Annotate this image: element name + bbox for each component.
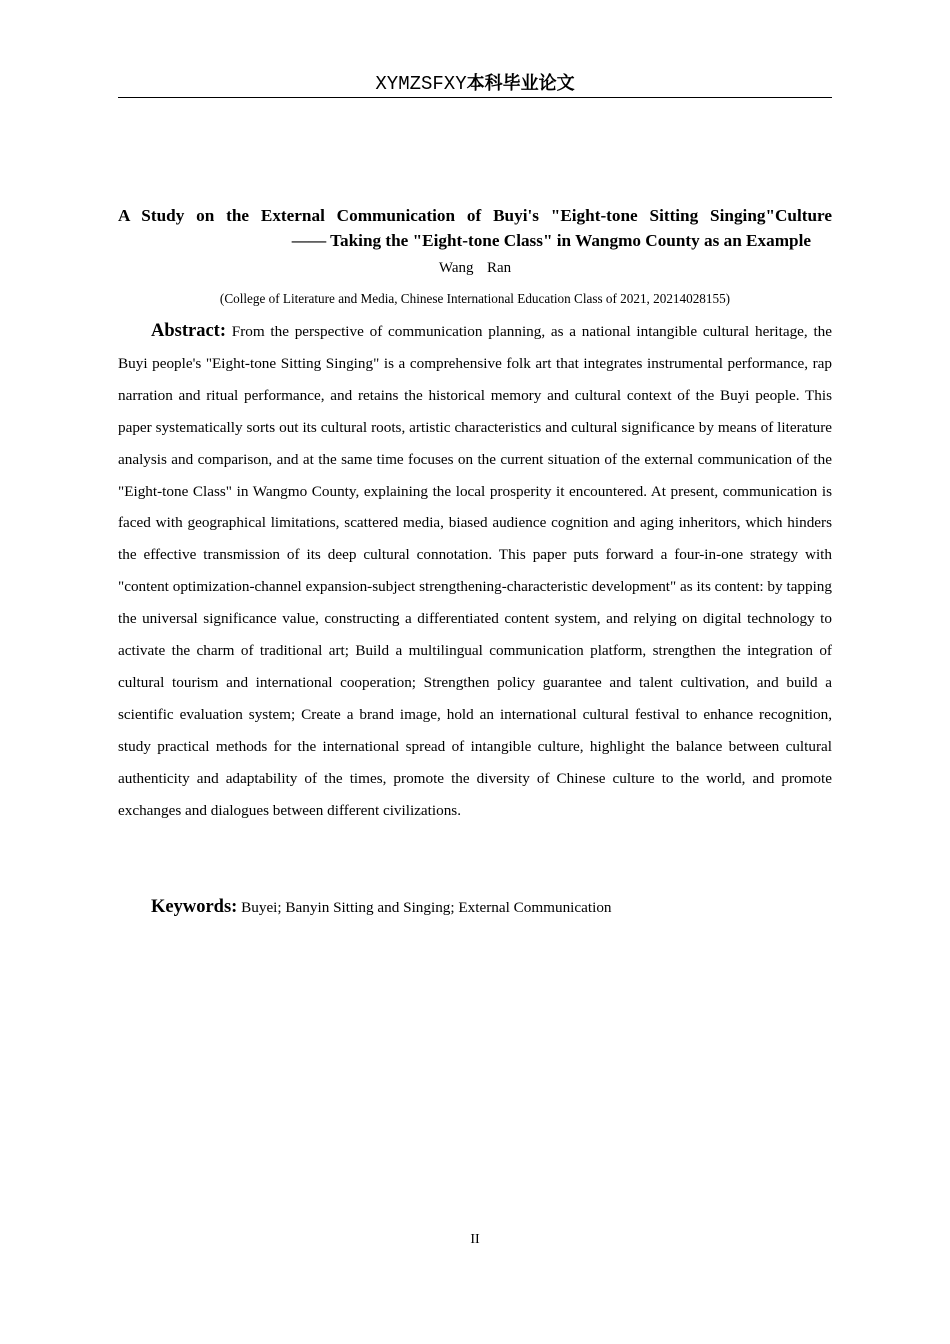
abstract-text: From the perspective of communication planning, as a national intangible cultural heritage, the Buyi people's "Eight-tone Sitting Singing" is a comprehensive folk art that integrates instrumental performance, rap narration and ritual performance, and retains the historical memory and cultural context of the Buyi people. This paper systematically sorts out its cultural roots, artistic characteristics and cultural significance by means of literature analysis and comparison, and at the same time focuses on the current situation of the external communication of the "Eight-tone Class" in Wangmo County, explaining the local prosperity it encountered. At present, communication is faced with geographical limitations, scattered media, biased audience cognition and aging inheritors, which hinders the effective transmission of its deep cultural connotation. This paper puts forward a four-in-one strategy with "content optimization-channel expansion-subject strengthening-characteristic development" as its content: by tapping the universal significance value, constructing a differentiated content system, and relying on digital technology to activate the charm of traditional art; Build a multilingual communication platform, strengthen the integration of cultural tourism and international cooperation; Strengthen policy guarantee and talent cultivation, and build a scientific evaluation system; Create a brand image, hold an international cultural festival to enhance recognition, study practical methods for the international spread of intangible culture, highlight the balance between cultural authenticity and adaptability of the times, promote the diversity of Chinese culture to the world, and promote exchanges and dialogues between different civilizations. (118, 323, 833, 819)
abstract-paragraph (118, 316, 832, 827)
keywords-label: Keywords: (151, 897, 238, 917)
author-name: Wang Ran (438, 260, 512, 276)
running-header (118, 70, 832, 98)
paper-title (118, 203, 832, 253)
abstract-label: Abstract: (151, 321, 227, 341)
title-line-1: A Study on the External Communication of Buyi's "Eight-tone Sitting Singing"Culture (118, 206, 832, 225)
title-line-2: —— Taking the "Eight-tone Class" in Wangmo County as an Example (291, 231, 811, 250)
page-number: II (470, 1232, 480, 1247)
keywords-paragraph (118, 893, 832, 922)
header-latin: XYMZSFXY (375, 73, 467, 95)
author-affiliation: (College of Literature and Media, Chinese International Education Class of 2021, 20214028155) (219, 291, 731, 306)
header-cjk: 本科毕业论文 (466, 73, 575, 94)
keywords-text: Buyei; Banyin Sitting and Singing; External Communication (241, 899, 612, 916)
